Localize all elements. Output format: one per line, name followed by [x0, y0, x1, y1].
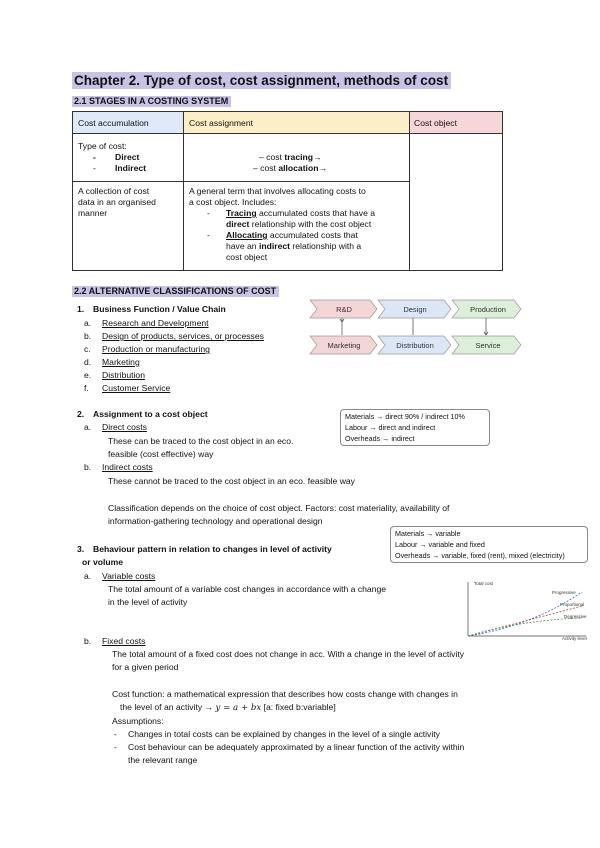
note-behaviour	[390, 526, 588, 563]
function-rnd: Research and Development	[102, 318, 209, 328]
chain-label-service: Service	[475, 341, 501, 350]
type-bullet: -	[93, 163, 96, 173]
accum-desc-line: A collection of cost	[78, 186, 150, 196]
degressive-line	[468, 618, 582, 636]
tracing-item-line2: direct relationship with the cost object	[226, 219, 372, 229]
cost-behaviour-graph	[462, 578, 592, 642]
classification-text: information-gathering technology and operational design	[108, 516, 323, 526]
page-title: Chapter 2. Type of cost, cost assignment, methods of cost	[72, 72, 451, 89]
list-letter: a.	[84, 571, 92, 581]
fixed-costs-label: Fixed costs	[102, 636, 146, 646]
fixed-costs-desc: The total amount of a fixed cost does not change in acc. With a change in the level of activity	[112, 649, 465, 659]
list-letter: b.	[84, 462, 92, 472]
item-number: 1.	[77, 304, 85, 314]
accum-desc-line: data in an organised	[78, 197, 156, 207]
heading-business-function: Business Function / Value Chain	[93, 304, 226, 314]
assumption-text: Changes in total costs can be explained by changes in the level of a single activity	[128, 729, 440, 739]
indirect-costs-desc: These cannot be traced to the cost object in an eco. feasible way	[108, 476, 355, 486]
assumption-text: the relevant range	[128, 755, 198, 765]
function-distribution: Distribution	[102, 370, 145, 380]
list-letter: b.	[84, 636, 92, 646]
direct-costs-desc: These can be traced to the cost object in an eco.	[108, 436, 294, 446]
fixed-costs-desc: for a given period	[112, 662, 179, 672]
note-line: Materials → direct 90% / indirect 10%	[345, 412, 465, 421]
cost-function-formula-line: the level of an activity → y = a + bx [a: fixed b:variable]	[120, 702, 336, 713]
value-chain-diagram	[308, 296, 524, 358]
assign-desc-line: A general term that involves allocating costs to	[189, 186, 366, 196]
note-line: Labour → direct and indirect	[345, 423, 436, 432]
cost-tracing-line: – cost tracing→	[259, 152, 322, 162]
list-letter: a.	[84, 318, 92, 328]
classification-text: Classification depends on the choice of cost object. Factors: cost materiality, availability of	[108, 503, 450, 513]
item-number: 2.	[77, 409, 85, 419]
section-heading-classifications: 2.2 ALTERNATIVE CLASSIFICATIONS OF COST	[72, 286, 279, 297]
variable-costs-desc: in the level of activity	[108, 597, 188, 607]
assign-desc-line: a cost object. Includes:	[189, 197, 277, 207]
cost-allocation-line: – cost allocation→	[253, 163, 328, 173]
header-assignment: Cost assignment	[189, 118, 254, 128]
allocating-item-line3: cost object	[226, 252, 268, 262]
graph-xlabel: Activity level	[562, 636, 587, 641]
function-production: Production or manufacturing	[102, 344, 210, 354]
note-line: Overheads → indirect	[345, 434, 415, 443]
direct-costs-desc: feasible (cost effective) way	[108, 449, 214, 459]
note-assignment	[340, 409, 490, 446]
type-bullet: -	[93, 152, 96, 162]
list-letter: d.	[84, 357, 92, 367]
allocating-item-line1: Allocating accumulated costs that	[226, 230, 358, 240]
note-line: Materials → variable	[395, 529, 461, 538]
list-letter: a.	[84, 422, 92, 432]
assumptions-label: Assumptions:	[112, 716, 164, 726]
tracing-item-line1: Tracing accumulated costs that have a	[226, 208, 376, 218]
function-design: Design of products, services, or processes	[102, 331, 264, 341]
cost-function-text: Cost function: a mathematical expression that describes how costs change with changes in	[112, 689, 458, 699]
graph-label-progressive: Progressive	[552, 590, 576, 595]
costing-stages-table	[72, 111, 503, 271]
tracing-bullet: -	[207, 208, 210, 218]
list-letter: f.	[84, 383, 89, 393]
function-marketing: Marketing	[102, 357, 140, 367]
direct-costs-label: Direct costs	[102, 422, 147, 432]
heading-behaviour: Behaviour pattern in relation to changes in level of activity	[93, 544, 332, 554]
assumption-text: Cost behaviour can be adequately approximated by a linear function of the activity within	[128, 742, 465, 752]
header-accumulation: Cost accumulation	[78, 118, 149, 128]
function-customer-service: Customer Service	[102, 383, 171, 393]
chain-label-production: Production	[470, 305, 506, 314]
heading-assignment: Assignment to a cost object	[93, 409, 208, 419]
item-number: 3.	[77, 544, 85, 554]
type-indirect: Indirect	[115, 163, 147, 173]
note-line: Labour → variable and fixed	[395, 540, 485, 549]
type-of-cost-label: Type of cost:	[78, 141, 127, 151]
indirect-costs-label: Indirect costs	[102, 462, 153, 472]
chain-label-design: Design	[403, 305, 427, 314]
chain-label-distribution: Distribution	[396, 341, 434, 350]
list-letter: e.	[84, 370, 92, 380]
allocating-bullet: -	[207, 230, 210, 240]
type-direct: Direct	[115, 152, 140, 162]
graph-label-proportional: Proportional	[560, 602, 585, 607]
assumption-bullet: -	[114, 729, 117, 739]
chain-label-rnd: R&D	[336, 305, 352, 314]
graph-label-degressive: Degressive	[564, 614, 587, 619]
note-line: Overheads → variable, fixed (rent), mixed (electricity)	[395, 551, 565, 560]
header-object: Cost object	[414, 118, 457, 128]
allocating-item-line2: have an indirect relationship with a	[226, 241, 362, 251]
list-letter: c.	[84, 344, 91, 354]
variable-costs-label: Variable costs	[102, 571, 156, 581]
heading-behaviour-cont: or volume	[82, 557, 124, 567]
section-heading-stages: 2.1 STAGES IN A COSTING SYSTEM	[72, 96, 231, 107]
list-letter: b.	[84, 331, 92, 341]
graph-ylabel: Total cost	[474, 581, 494, 586]
variable-costs-desc: The total amount of a variable cost changes in accordance with a change	[108, 584, 387, 594]
assumption-bullet: -	[114, 742, 117, 752]
cost-function-formula: y = a + bx	[215, 703, 262, 713]
accum-desc-line: manner	[78, 208, 108, 218]
chain-label-marketing: Marketing	[327, 341, 361, 350]
